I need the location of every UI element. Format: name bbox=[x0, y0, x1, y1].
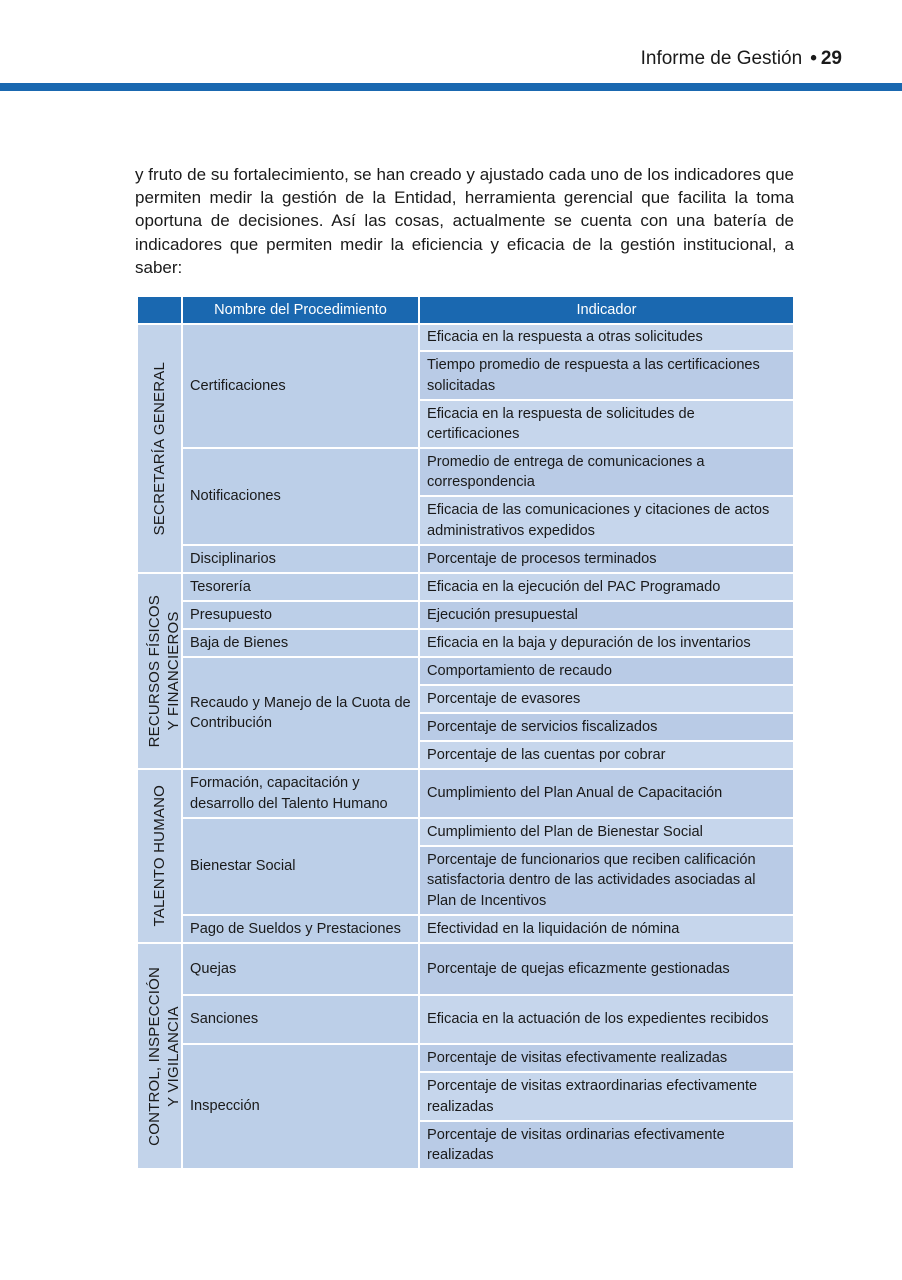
proc-bienestar-social: Bienestar Social bbox=[182, 818, 419, 915]
indicator-cell: Eficacia en la ejecución del PAC Programado bbox=[419, 573, 794, 601]
proc-quejas: Quejas bbox=[182, 943, 419, 995]
proc-sanciones: Sanciones bbox=[182, 995, 419, 1044]
header-rule bbox=[0, 83, 902, 91]
indicator-cell: Comportamiento de recaudo bbox=[419, 657, 794, 685]
indicator-cell: Promedio de entrega de comunicaciones a correspondencia bbox=[419, 448, 794, 496]
table-row bbox=[137, 1044, 794, 1072]
group-recursos-fisicos bbox=[137, 573, 182, 769]
page-number: 29 bbox=[820, 48, 842, 69]
indicator-cell: Porcentaje de quejas eficazmente gestionadas bbox=[419, 943, 794, 995]
group-talento-humano bbox=[137, 769, 182, 943]
indicator-cell: Porcentaje de procesos terminados bbox=[419, 545, 794, 573]
table-row bbox=[137, 769, 794, 818]
indicator-cell: Tiempo promedio de respuesta a las certificaciones solicitadas bbox=[419, 351, 794, 400]
table-row bbox=[137, 629, 794, 657]
indicator-cell: Eficacia en la baja y depuración de los inventarios bbox=[419, 629, 794, 657]
group-label: SECRETARÍA GENERAL bbox=[151, 361, 168, 536]
table-row bbox=[137, 448, 794, 496]
table-row bbox=[137, 995, 794, 1044]
proc-recaudo: Recaudo y Manejo de la Cuota de Contribución bbox=[182, 657, 419, 769]
indicators-table bbox=[136, 295, 795, 1170]
indicator-cell: Eficacia de las comunicaciones y citaciones de actos administrativos expedidos bbox=[419, 496, 794, 545]
indicator-cell: Porcentaje de las cuentas por cobrar bbox=[419, 741, 794, 769]
table-row bbox=[137, 915, 794, 943]
indicator-cell: Porcentaje de evasores bbox=[419, 685, 794, 713]
indicator-cell: Cumplimiento del Plan Anual de Capacitación bbox=[419, 769, 794, 818]
proc-certificaciones: Certificaciones bbox=[182, 324, 419, 448]
group-label: CONTROL, INSPECCIÓN Y VIGILANCIA bbox=[146, 966, 182, 1146]
indicator-cell: Porcentaje de visitas efectivamente realizadas bbox=[419, 1044, 794, 1072]
group-secretaria-general bbox=[137, 324, 182, 573]
group-control-inspeccion bbox=[137, 943, 182, 1169]
header-corner-cell bbox=[137, 296, 182, 324]
header-indicador: Indicador bbox=[419, 296, 794, 324]
header-procedimiento: Nombre del Procedimiento bbox=[182, 296, 419, 324]
proc-disciplinarios: Disciplinarios bbox=[182, 545, 419, 573]
header-bullet: • bbox=[810, 48, 817, 69]
indicator-cell: Eficacia en la respuesta a otras solicitudes bbox=[419, 324, 794, 351]
table-row bbox=[137, 818, 794, 846]
indicator-cell: Ejecución presupuestal bbox=[419, 601, 794, 629]
header-title: Informe de Gestión bbox=[640, 48, 803, 69]
proc-inspeccion: Inspección bbox=[182, 1044, 419, 1169]
indicator-cell: Cumplimiento del Plan de Bienestar Social bbox=[419, 818, 794, 846]
proc-notificaciones: Notificaciones bbox=[182, 448, 419, 545]
indicator-cell: Eficacia en la respuesta de solicitudes de certificaciones bbox=[419, 400, 794, 448]
intro-paragraph: y fruto de su fortalecimiento, se han creado y ajustado cada uno de los indicadores que permiten medir la gestión de la Entidad, herramienta gerencial que facilita la toma oportuna de decisiones. Así las cosas, actualmente se cuenta con una batería de indicadores que permiten medir la eficiencia y eficacia de la gestión institucional, a saber: bbox=[135, 165, 794, 277]
table-row bbox=[137, 573, 794, 601]
table-row bbox=[137, 657, 794, 685]
indicator-cell: Porcentaje de visitas ordinarias efectivamente realizadas bbox=[419, 1121, 794, 1169]
running-header bbox=[641, 48, 842, 70]
group-label: RECURSOS FÍSICOS Y FINANCIEROS bbox=[146, 594, 182, 748]
proc-tesoreria: Tesorería bbox=[182, 573, 419, 601]
indicator-cell: Eficacia en la actuación de los expedientes recibidos bbox=[419, 995, 794, 1044]
table-row bbox=[137, 943, 794, 995]
indicator-cell: Efectividad en la liquidación de nómina bbox=[419, 915, 794, 943]
table-header-row bbox=[137, 296, 794, 324]
indicator-cell: Porcentaje de visitas extraordinarias efectivamente realizadas bbox=[419, 1072, 794, 1121]
proc-baja-bienes: Baja de Bienes bbox=[182, 629, 419, 657]
indicator-cell: Porcentaje de servicios fiscalizados bbox=[419, 713, 794, 741]
table-row bbox=[137, 601, 794, 629]
proc-presupuesto: Presupuesto bbox=[182, 601, 419, 629]
proc-pago-sueldos: Pago de Sueldos y Prestaciones bbox=[182, 915, 419, 943]
table-row bbox=[137, 324, 794, 351]
proc-formacion: Formación, capacitación y desarrollo del Talento Humano bbox=[182, 769, 419, 818]
table-row bbox=[137, 545, 794, 573]
group-label: TALENTO HUMANO bbox=[151, 785, 168, 927]
indicator-cell: Porcentaje de funcionarios que reciben calificación satisfactoria dentro de las actividades asociadas al Plan de Incentivos bbox=[419, 846, 794, 915]
